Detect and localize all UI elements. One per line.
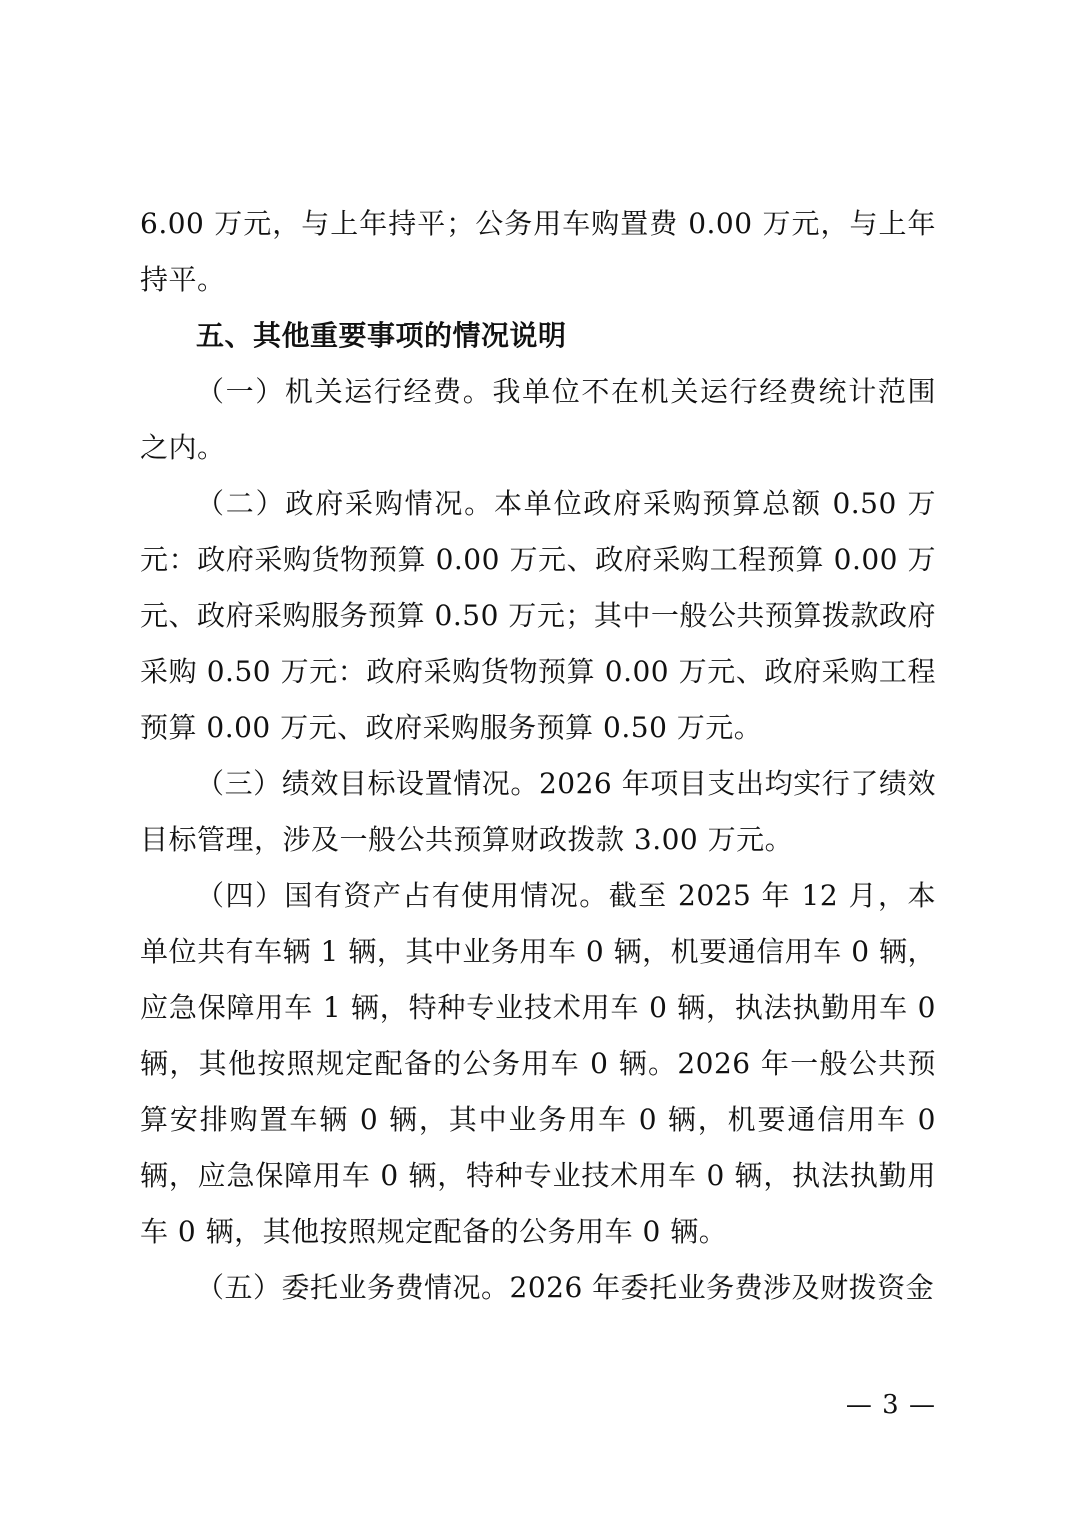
paragraph-vehicle-costs: 6.00 万元，与上年持平；公务用车购置费 0.00 万元，与上年持平。 (140, 207, 936, 296)
paragraph-commissioned-business-fees: （五）委托业务费情况。2026 年委托业务费涉及财拨资金 (196, 1271, 935, 1304)
document-body (140, 196, 936, 1316)
section-heading-other-matters: 五、其他重要事项的情况说明 (196, 319, 567, 352)
paragraph-operating-funds: （一）机关运行经费。我单位不在机关运行经费统计范围之内。 (140, 375, 936, 464)
page-number: — 3 — (845, 1390, 936, 1420)
paragraph-performance-targets: （三）绩效目标设置情况。2026 年项目支出均实行了绩效目标管理，涉及一般公共预算财政拨款 3.00 万元。 (140, 767, 936, 856)
paragraph-government-procurement: （二）政府采购情况。本单位政府采购预算总额 0.50 万元：政府采购货物预算 0.00 万元、政府采购工程预算 0.00 万元、政府采购服务预算 0.50 万元；其中一般公共预算拨款政府采购 0.50 万元：政府采购货物预算 0.00 万元、政府采购工程预算 0.00 万元、政府采购服务预算 0.50 万元。 (140, 487, 936, 744)
paragraph-state-assets: （四）国有资产占有使用情况。截至 2025 年 12 月，本单位共有车辆 1 辆，其中业务用车 0 辆，机要通信用车 0 辆，应急保障用车 1 辆，特种专业技术用车 0 辆，执法执勤用车 0 辆，其他按照规定配备的公务用车 0 辆。2026 年一般公共预算安排购置车辆 0 辆，其中业务用车 0 辆，机要通信用车 0 辆，应急保障用车 0 辆，特种专业技术用车 0 辆，执法执勤用车 0 辆，其他按照规定配备的公务用车 0 辆。 (140, 879, 936, 1248)
